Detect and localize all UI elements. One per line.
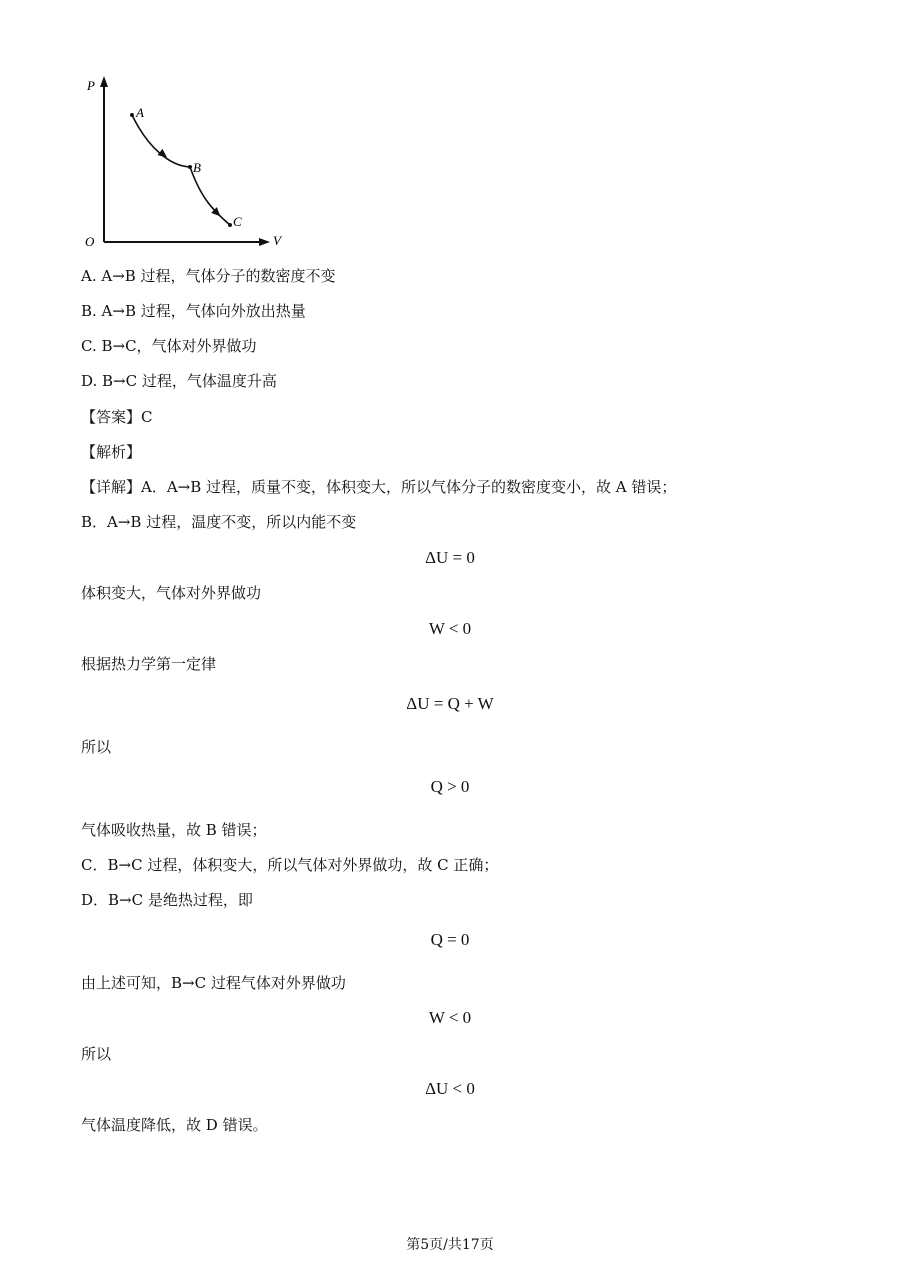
point-c-label: C <box>233 214 242 229</box>
text-first-law: 根据热力学第一定律 <box>81 655 217 673</box>
point-b-label: B <box>193 160 201 175</box>
text-therefore-1: 所以 <box>81 738 112 756</box>
answer: 【答案】C <box>81 408 153 426</box>
option-b: B. A→B 过程，气体向外放出热量 <box>81 302 306 320</box>
equation-w-negative-2: W < 0 <box>428 1008 472 1027</box>
analysis-heading: 【解析】 <box>81 443 142 461</box>
detail-b: B．A→B 过程，温度不变，所以内能不变 <box>81 513 357 531</box>
text-from-above: 由上述可知，B→C 过程气体对外界做功 <box>81 974 346 992</box>
equation-w-negative: W < 0 <box>428 619 472 638</box>
option-c: C. B→C，气体对外界做功 <box>81 337 257 355</box>
pv-diagram <box>80 70 290 255</box>
text-temperature-drop: 气体温度降低，故 D 错误。 <box>81 1116 268 1134</box>
text-absorb-heat: 气体吸收热量，故 B 错误； <box>81 821 267 839</box>
point-b <box>188 165 192 169</box>
text-volume-increase: 体积变大，气体对外界做功 <box>81 584 262 602</box>
point-a <box>130 113 134 117</box>
detail-a: 【详解】A．A→B 过程，质量不变，体积变大，所以气体分子的数密度变小，故 A 错误； <box>81 478 677 496</box>
detail-c: C．B→C 过程，体积变大，所以气体对外界做功，故 C 正确； <box>81 856 499 874</box>
text-therefore-2: 所以 <box>81 1045 112 1063</box>
origin-label: O <box>85 234 95 249</box>
v-axis-label: V <box>273 233 281 248</box>
equation-q-positive: Q > 0 <box>430 777 470 796</box>
p-axis-arrow <box>100 76 108 242</box>
point-a-label: A <box>136 105 144 120</box>
equation-q-zero: Q = 0 <box>430 930 470 949</box>
equation-first-law: ΔU = Q + W <box>406 694 494 713</box>
option-a: A. A→B 过程，气体分子的数密度不变 <box>81 267 336 285</box>
equation-delta-u-negative: ΔU < 0 <box>425 1079 475 1098</box>
point-c <box>228 223 232 227</box>
option-d: D. B→C 过程，气体温度升高 <box>81 372 277 390</box>
v-axis-arrow <box>104 238 270 246</box>
detail-d: D．B→C 是绝热过程，即 <box>81 891 253 909</box>
page-number: 第5页/共17页 <box>406 1237 494 1253</box>
process-curve <box>132 115 230 225</box>
equation-delta-u-zero: ΔU = 0 <box>425 548 475 567</box>
p-axis-label: P <box>87 78 95 93</box>
